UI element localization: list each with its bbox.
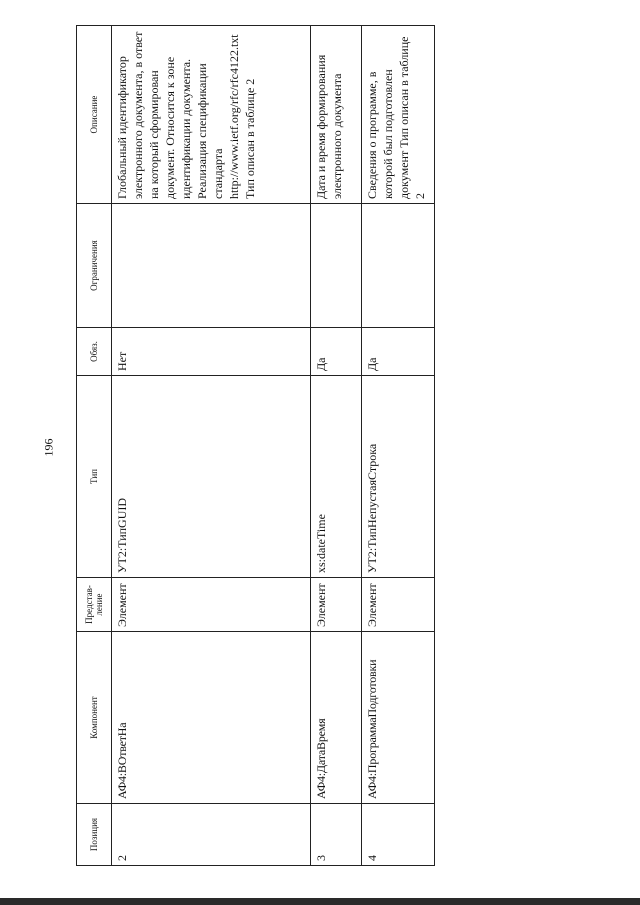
cell-type: УТ2:ТипНепустаяСтрока [362,376,435,578]
page-number: 196 [41,438,56,457]
cell-required: Да [311,328,362,376]
spec-table [76,25,435,866]
cell-component: АФ4:ПрограммаПодготовки [362,632,435,804]
cell-position: 2 [112,804,311,866]
header-description: Описание [77,26,112,204]
table-row [311,26,362,866]
cell-description: Дата и время формирования электронного документа [311,26,362,204]
cell-position: 3 [311,804,362,866]
header-position: Позиция [77,804,112,866]
cell-representation: Элемент [311,578,362,632]
cell-component: АФ4:ДатаВремя [311,632,362,804]
table-row [362,26,435,866]
cell-required: Нет [112,328,311,376]
cell-description: Сведения о программе, в которой был подготовлен документ Тип описан в таблице 2 [362,26,435,204]
cell-type: xs:dateTime [311,376,362,578]
cell-representation: Элемент [112,578,311,632]
header-representation: Представ-ление [77,578,112,632]
cell-required: Да [362,328,435,376]
cell-restrictions [311,204,362,328]
table-container [76,26,434,866]
scan-edge [0,898,640,905]
cell-restrictions [112,204,311,328]
header-type: Тип [77,376,112,578]
header-restrictions: Ограничения [77,204,112,328]
header-required: Обяз. [77,328,112,376]
cell-position: 4 [362,804,435,866]
cell-description: Глобальный идентификатор электронного документа, в ответ на который сформирован документ. Относится к зоне идентификации документа. Реализация спецификации стандарта http://www.ietf.org/rfc/rfc4122.txt Тип описан в таблице 2 [112,26,311,204]
cell-restrictions [362,204,435,328]
header-row [77,26,112,866]
cell-type: УТ2:ТипGUID [112,376,311,578]
table-row [112,26,311,866]
cell-representation: Элемент [362,578,435,632]
header-component: Компонент [77,632,112,804]
cell-component: АФ4:ВОтветНа [112,632,311,804]
